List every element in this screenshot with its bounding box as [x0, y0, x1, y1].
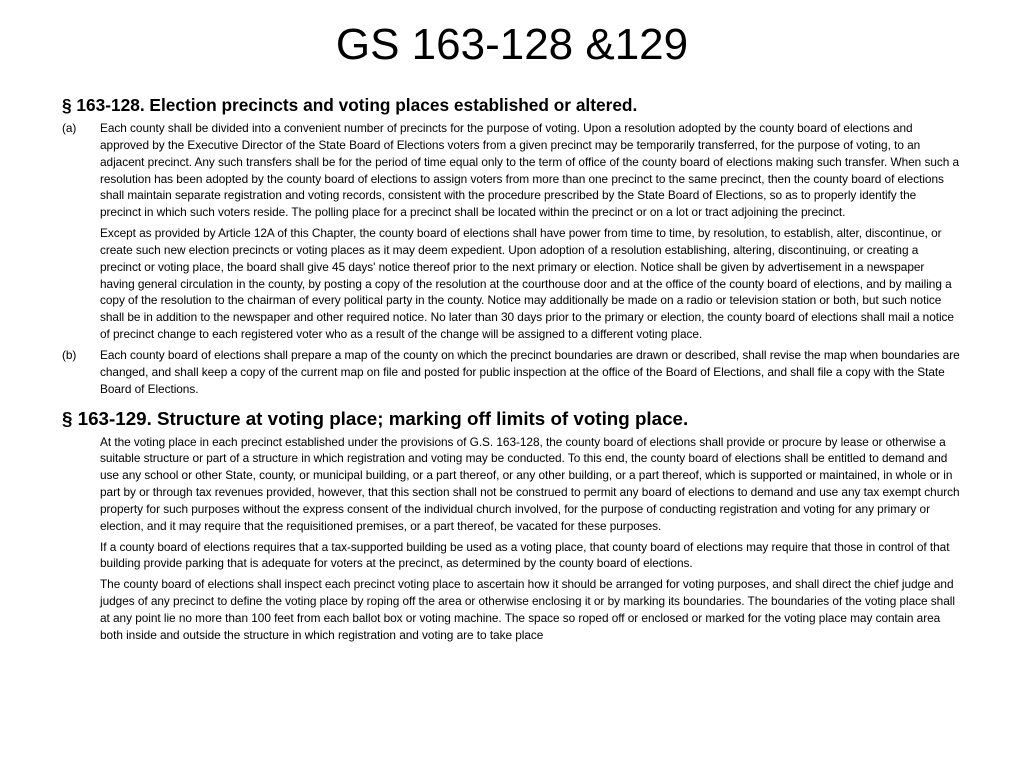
- paragraph-b-label: (b): [62, 347, 77, 362]
- paragraph-129-2-text: If a county board of elections requires that a tax-supported building be used as a voting place, that county board of elections may require that those in control of that building provide parking that is adequate for voters at the precinct, as determined by the county board of elections.: [100, 539, 950, 571]
- paragraph-129-1: [62, 434, 960, 535]
- paragraph-129-3: [62, 576, 960, 643]
- slide-title: GS 163-128 &129: [335, 20, 689, 69]
- section-163-128-heading: § 163-128. Election precincts and voting places established or altered.: [62, 95, 638, 115]
- paragraph-a: [62, 120, 960, 221]
- paragraph-b-text: Each county board of elections shall prepare a map of the county on which the precinct boundaries are drawn or described, shall revise the map when boundaries are changed, and shall keep a copy of the current map on file and posted for public inspection at the office of the Board of Elections, and shall file a copy with the State Board of Elections.: [100, 347, 960, 396]
- paragraph-129-2: [62, 539, 960, 573]
- paragraph-129-3-text: The county board of elections shall inspect each precinct voting place to ascertain how it should be arranged for voting purposes, and shall direct the chief judge and judges of any precinct to define the voting place by roping off the area or otherwise enclosing it or by marking its boundaries. The boundaries of the voting place shall at any point lie no more than 100 feet from each ballot box or voting machine. The space so roped off or enclosed or marked for the voting place may contain area both inside and outside the structure in which registration and voting are to take place: [100, 577, 955, 642]
- paragraph-a-text: Each county shall be divided into a convenient number of precincts for the purpose of voting. Upon a resolution adopted by the county board of elections and approved by the Executive Director of the State Board of Elections voters from a given precinct may be temporarily transferred, for the purpose of voting, to an adjacent precinct. Any such transfers shall be for the period of time equal only to the term of office of the county board of elections making such transfer. When such a resolution has been adopted by the county board of elections to assign voters from more than one precinct to the same precinct, then the county board of elections shall maintain separate registration and voting records, consistent with the procedure prescribed by the State Board of Elections, so as to properly identify the precinct in which such voters reside. The polling place for a precinct shall be located within the precinct or on a lot or tract adjoining the precinct.: [100, 121, 960, 220]
- slide-body: [62, 94, 960, 648]
- paragraph-a-continued: [62, 225, 960, 343]
- paragraph-129-1-text: At the voting place in each precinct established under the provisions of G.S. 163-128, the county board of elections shall provide or procure by lease or otherwise a suitable structure or part of a structure in which registration and voting may be conducted. To this end, the county board of elections shall be entitled to demand and use any school or other State, county, or municipal building, or a part thereof, or any other building, or a part thereof, which is supported or maintained, in whole or in part by or through tax revenues provided, however, that this section shall not be construed to permit any board of elections to demand and use any tax exempt church property for such purposes without the express consent of the individual church involved, for the purpose of conducting registration and voting for any primary or election, and it may require that the requisitioned premises, or a part thereof, be vacated for these purposes.: [100, 434, 960, 533]
- paragraph-b: [62, 347, 960, 398]
- paragraph-a-label: (a): [62, 121, 77, 135]
- section-163-129-heading: § 163-129. Structure at voting place; marking off limits of voting place.: [62, 407, 689, 429]
- paragraph-a-continued-text: Except as provided by Article 12A of this Chapter, the county board of elections shall have power from time to time, by resolution, to establish, alter, discontinue, or create such new election precincts or voting places as it may deem expedient. Upon adoption of a resolution establishing, altering, discontinuing, or creating a precinct or voting place, the board shall give 45 days' notice thereof prior to the next primary or election. Notice shall be given by advertisement in a newspaper having general circulation in the county, by posting a copy of the resolution at the courthouse door and at the office of the county board of elections, and by mailing a copy of the resolution to the chairman of every political party in the county. Notice may additionally be made on a radio or television station or both, but such notice shall be in addition to the newspaper and other required notice. No later than 30 days prior to the primary or election, the county board of elections shall mail a notice of precinct change to each registered voter who as a result of the change will be assigned to a different voting place.: [100, 226, 954, 342]
